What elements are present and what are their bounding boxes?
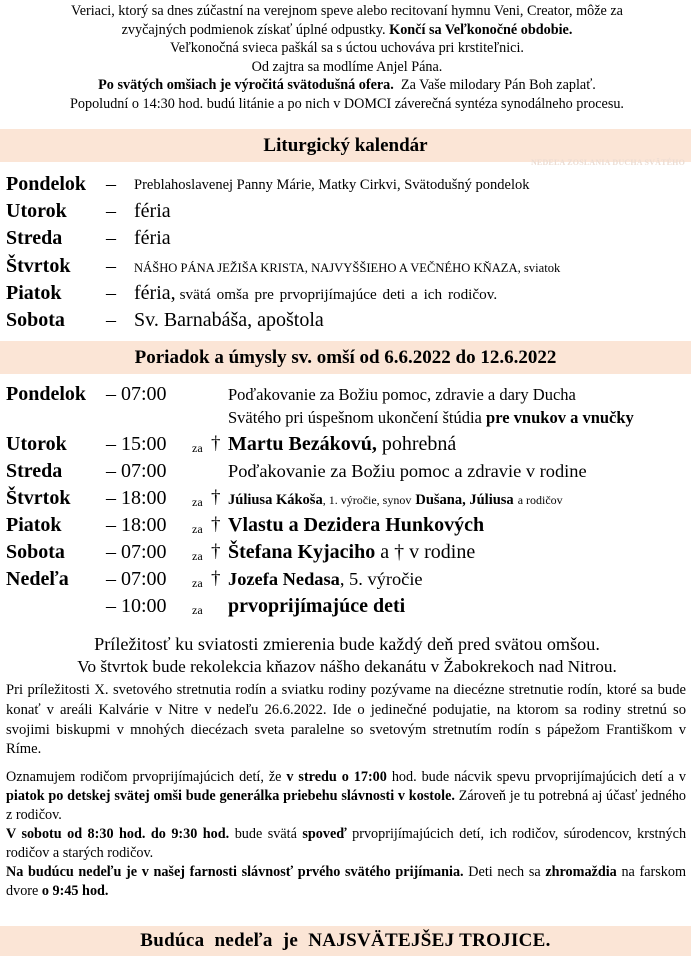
mass-row xyxy=(6,595,686,621)
mass-time: – 15:00 xyxy=(106,433,167,455)
day-label: Sobota xyxy=(6,309,65,331)
feast-text: féria, svätá omša pre prvoprijímajúce deti a ich rodičov. xyxy=(134,282,498,304)
day-label: Streda xyxy=(6,460,63,482)
day-label: Štvrtok xyxy=(6,255,71,277)
day-label: Streda xyxy=(6,227,63,249)
intention-text: prvoprijímajúce deti xyxy=(228,595,406,617)
mass-row xyxy=(6,541,686,567)
day-label: Utorok xyxy=(6,200,67,222)
intro-line: zvyčajných podmienok získať úplné odpustky. Končí sa Veľkonočné obdobie. xyxy=(121,21,573,38)
dash: – xyxy=(106,255,116,277)
mass-time: – 18:00 xyxy=(106,487,167,509)
next-sunday-banner xyxy=(0,926,691,956)
cross-icon: † xyxy=(211,541,221,562)
cross-icon: † xyxy=(211,568,221,589)
mass-row-continued xyxy=(6,408,686,432)
liturgical-row xyxy=(6,255,686,281)
day-label: Nedeľa xyxy=(6,568,69,590)
cross-icon: † xyxy=(211,487,221,508)
mass-time: – 07:00 xyxy=(106,541,167,563)
liturgical-row xyxy=(6,309,686,335)
za-label: za xyxy=(192,441,203,455)
intro-line: Popoludní o 14:30 hod. budú litánie a po nich v DOMCI záverečná syntéza synodálneho procesu. xyxy=(70,95,624,112)
intention-text: Štefana Kyjaciho a † v rodine xyxy=(228,541,476,563)
mass-row xyxy=(6,460,686,486)
mass-row xyxy=(6,487,686,513)
intention-text: Júliusa Kákoša, 1. výročie, synov Dušana, Júliusa a rodičov xyxy=(228,492,563,508)
day-label: Štvrtok xyxy=(6,487,71,509)
intention-text: Jozefa Nedasa, 5. výročie xyxy=(228,569,423,589)
feast-text: féria xyxy=(134,227,171,249)
za-label: za xyxy=(192,576,203,590)
liturgical-row xyxy=(6,282,686,308)
za-label: za xyxy=(192,495,203,509)
intention-text: Vlastu a Dezidera Hunkových xyxy=(228,514,485,536)
intro-announcements xyxy=(6,2,688,114)
families-notice: Pri príležitosti X. svetového stretnutia rodín a sviatku rodiny pozývame na diecézne stretnutie rodín, ktoré sa bude konať v areáli Kalvárie v Nitre v nedeľu 26.6.2022. Ide o jedinečné podujatie, na ktorom sa rodiny stretnú so svojimi biskupmi v mnohých diecézach sveta paralelne so svetovým stretnutím rodín s pápežom Františkom v Ríme. xyxy=(6,682,686,758)
mass-time: – 07:00 xyxy=(106,460,167,482)
liturgical-row xyxy=(6,227,686,253)
feast-text: Preblahoslavenej Panny Márie, Matky Cirkvi, Svätodušný pondelok xyxy=(134,177,530,193)
intention-text: Martu Bezákovú, pohrebná xyxy=(228,433,457,455)
mass-time: – 07:00 xyxy=(106,568,167,590)
day-label: Pondelok xyxy=(6,383,87,405)
dash: – xyxy=(106,309,116,331)
mass-time: – 18:00 xyxy=(106,514,167,536)
day-label: Piatok xyxy=(6,282,62,304)
day-label: Sobota xyxy=(6,541,65,563)
za-label: za xyxy=(192,603,203,617)
confession-notice: Príležitosť ku sviatosti zmierenia bude každý deň pred svätou omšou. xyxy=(94,634,600,654)
mass-schedule-heading: Poriadok a úmysly sv. omší od 6.6.2022 do 12.6.2022 xyxy=(0,341,691,374)
za-label: za xyxy=(192,549,203,563)
day-label: Utorok xyxy=(6,433,67,455)
dash: – xyxy=(106,173,116,195)
confession-saturday-notice: V sobotu od 8:30 hod. do 9:30 hod. bude svätá spoveď prvoprijímajúcich detí, ich rodičov, súrodencov, krstných rodičov a starých rodičov. xyxy=(6,826,687,861)
dash: – xyxy=(106,282,116,304)
liturgical-heading: Liturgický kalendár xyxy=(0,129,691,162)
watermark-text: NEDEĽA ZOSLANIA DUCHA SVÄTÉHO xyxy=(530,158,685,167)
first-communion-notice: Na budúcu nedeľu je v našej farnosti slávnosť prvého svätého prijímania. Deti nech sa zhromaždia na farskom dvore o 9:45 hod. xyxy=(6,864,687,899)
intention-text: Svätého pri úspešnom ukončení štúdia pre vnukov a vnučky xyxy=(228,408,634,427)
first-communion-rehearsal-notice: Oznamujem rodičom prvoprijímajúcich detí, že v stredu o 17:00 hod. bude nácvik spevu prvoprijímajúcich detí a v piatok po detskej svätej omši bude generálka priebehu slávnosti v kostole. Zároveň je tu potrebná aj účasť jedného z rodičov. xyxy=(6,769,687,823)
feast-text: NÁŠHO PÁNA JEŽIŠA KRISTA, NAJVYŠŠIEHO A VEČNÉHO KŇAZA, sviatok xyxy=(134,261,561,275)
mass-row xyxy=(6,383,686,409)
intention-text: Poďakovanie za Božiu pomoc, zdravie a dary Ducha xyxy=(228,385,576,404)
intention-text: Poďakovanie za Božiu pomoc a zdravie v rodine xyxy=(228,461,587,481)
mass-row xyxy=(6,514,686,540)
mass-time: – 10:00 xyxy=(106,595,167,617)
recollection-notice: Vo štvrtok bude rekolekcia kňazov nášho dekanátu v Žabokrekoch nad Nitrou. xyxy=(77,657,617,676)
next-sunday-prefix: Budúca nedeľa je xyxy=(140,930,299,951)
mass-row xyxy=(6,433,686,459)
intro-line: Po svätých omšiach je výročitá svätodušná ofera. Za Vaše milodary Pán Boh zaplať. xyxy=(98,77,596,94)
feast-text: Sv. Barnabáša, apoštola xyxy=(134,309,324,331)
mass-row xyxy=(6,568,686,594)
dash: – xyxy=(106,227,116,249)
feast-text: féria xyxy=(134,200,171,222)
intro-line: Veľkonočná svieca paškál sa s úctou uchováva pri krstiteľnici. xyxy=(170,40,524,57)
cross-icon: † xyxy=(211,433,221,454)
liturgical-row xyxy=(6,173,686,199)
next-sunday-feast: NAJSVÄTEJŠEJ TROJICE. xyxy=(308,930,551,951)
day-label: Pondelok xyxy=(6,173,87,195)
dash: – xyxy=(106,200,116,222)
cross-icon: † xyxy=(211,514,221,535)
mass-time: – 07:00 xyxy=(106,383,167,405)
intro-line: Veriaci, ktorý sa dnes zúčastní na verejnom speve alebo recitovaní hymnu Veni, Creator, môže za xyxy=(71,3,623,19)
day-label: Piatok xyxy=(6,514,62,536)
za-label: za xyxy=(192,522,203,536)
liturgical-row xyxy=(6,200,686,226)
intro-line: Od zajtra sa modlíme Anjel Pána. xyxy=(251,58,443,75)
